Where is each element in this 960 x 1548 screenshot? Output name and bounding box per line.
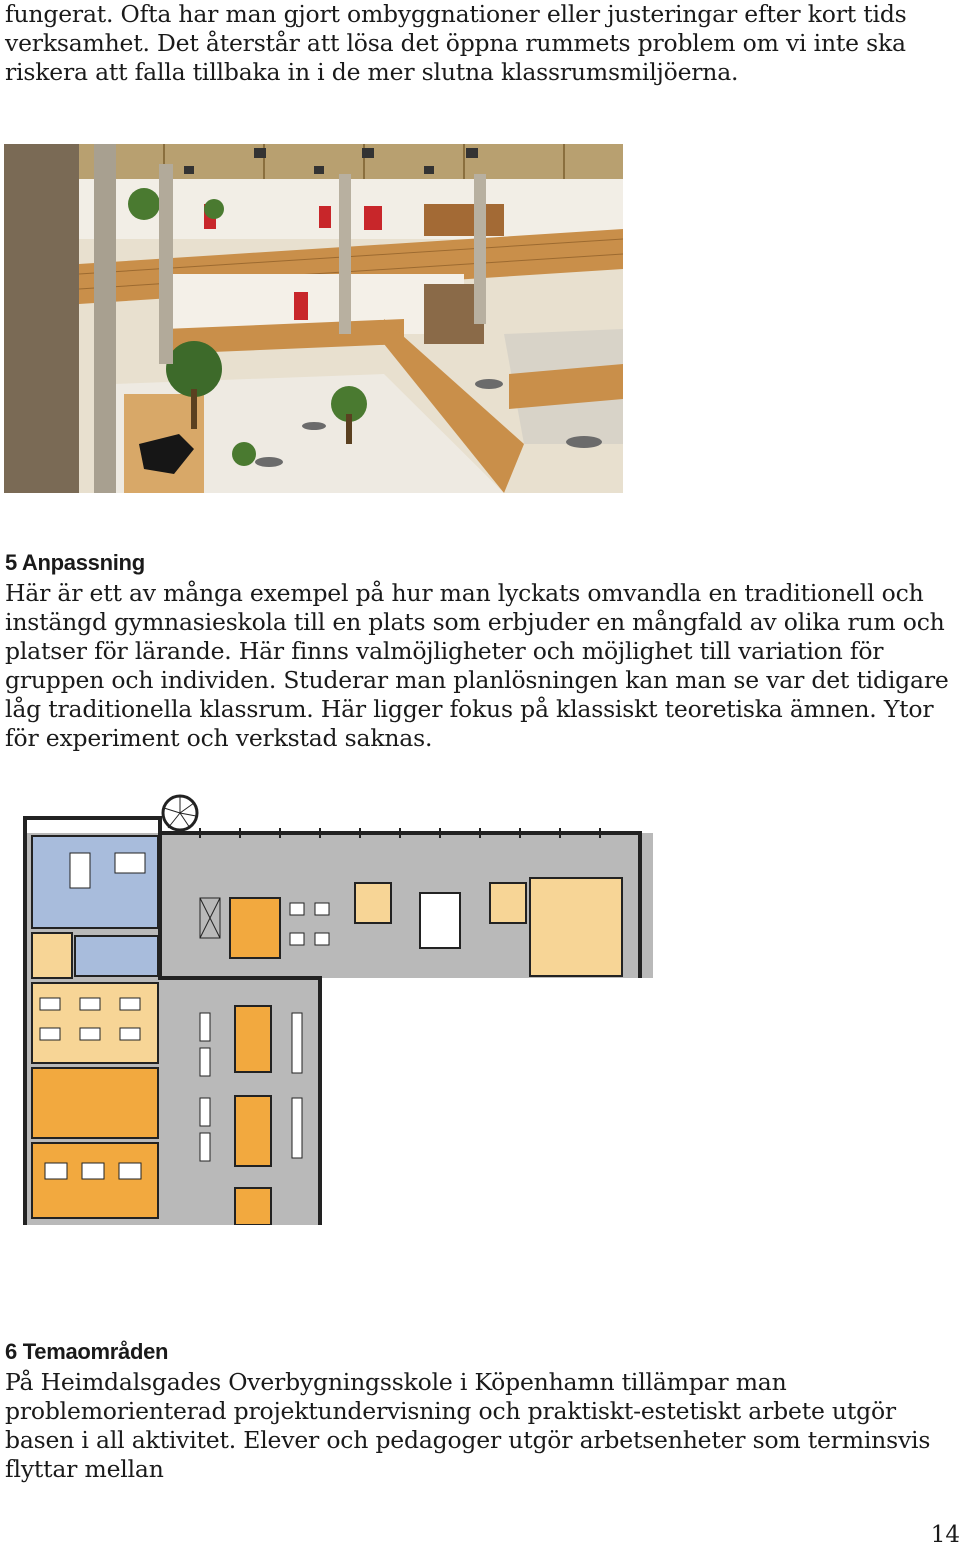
intro-paragraph: fungerat. Ofta har man gjort ombyggnationer eller justeringar efter kort tids verksamhet. Det återstår att lösa det öppna rummets problem om vi inte ska riskera att falla tillbaka in i de mer slutna klassrumsmiljöerna. <box>5 0 907 86</box>
page-number: 14 <box>930 1522 960 1548</box>
section-paragraph-temaomraden: På Heimdalsgades Overbygningsskole i Köpenhamn tillämpar man problemorienterad projektundervisning och praktiskt-estetiskt arbete utgör basen i all aktivitet. Elever och pedagoger utgör arbetsenheter som terminsvis flyttar mellan <box>5 1368 931 1483</box>
floor-plan <box>20 778 653 1225</box>
atrium-photo <box>4 144 623 493</box>
section-paragraph-anpassning: Här är ett av många exempel på hur man lyckats omvandla en traditionell och instängd gymnasieskola till en plats som erbjuder en mångfald av olika rum och platser för lärande. Här finns valmöjligheter och möjlighet till variation för gruppen och individen. Studerar man planlösningen kan man se var det tidigare låg traditionella klassrum. Här ligger fokus på klassiskt teoretiska ämnen. Ytor för experiment och verkstad saknas. <box>5 579 949 752</box>
section-heading-temaomraden: 6 Temaområden <box>5 1339 169 1364</box>
section-heading-anpassning: 5 Anpassning <box>5 550 145 575</box>
